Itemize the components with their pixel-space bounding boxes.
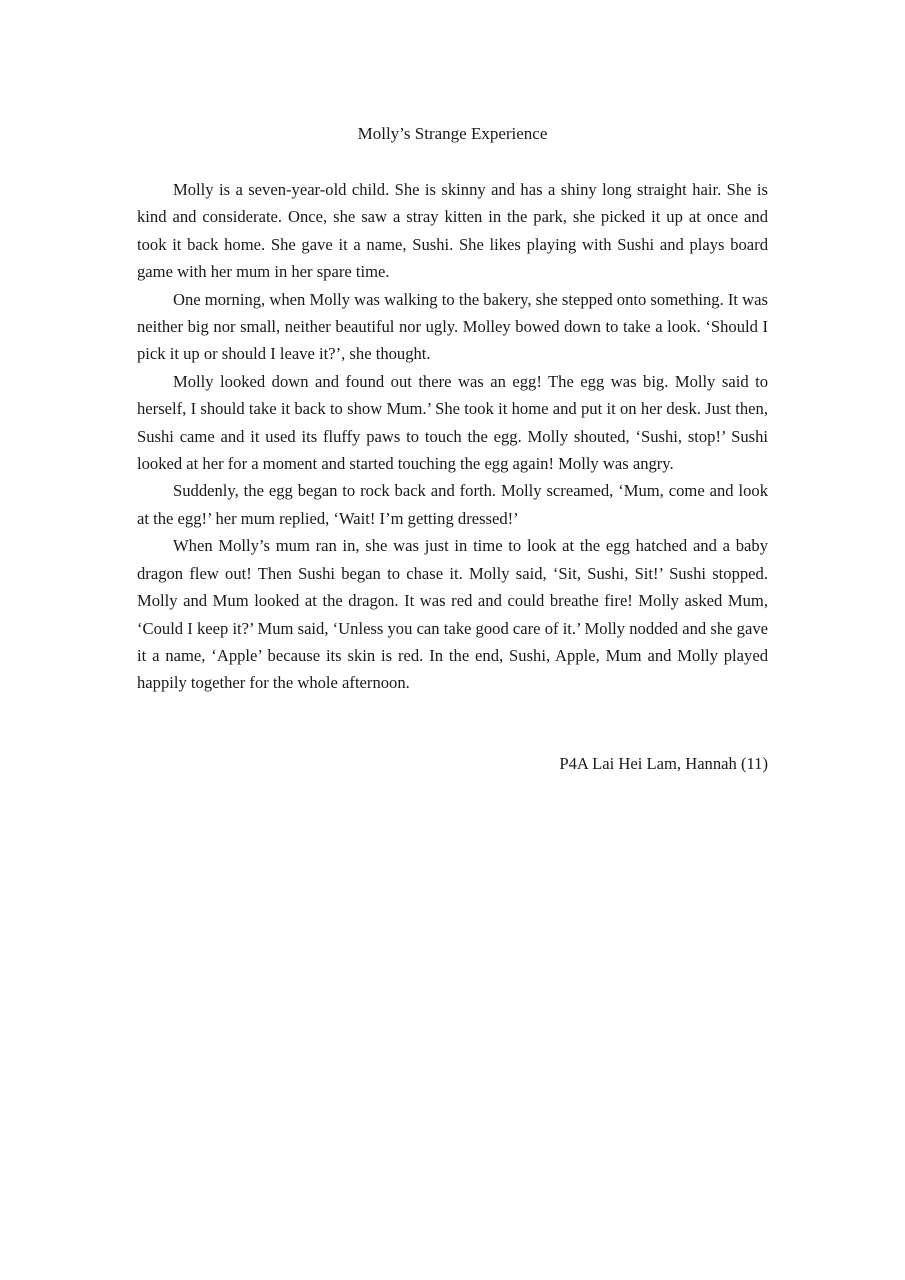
- paragraph-2: One morning, when Molly was walking to the bakery, she stepped onto something. It was neither big nor small, neither beautiful nor ugly. Molley bowed down to take a look. ‘Should I pick it up or should I leave it?’, she thought.: [137, 289, 768, 364]
- story-body: [137, 176, 768, 697]
- paragraph-3: Molly looked down and found out there was an egg! The egg was big. Molly said to herself, I should take it back to show Mum.’ She took it home and put it on her desk. Just then, Sushi came and it used its fluffy paws to touch the egg. Molly shouted, ‘Sushi, stop!’ Sushi looked at her for a moment and started touching the egg again! Molly was angry.: [137, 371, 768, 474]
- author-signature: P4A Lai Hei Lam, Hannah (11): [559, 754, 768, 773]
- paragraph-4: Suddenly, the egg began to rock back and forth. Molly screamed, ‘Mum, come and look at the egg!’ her mum replied, ‘Wait! I’m getting dressed!’: [137, 481, 768, 528]
- document-title: Molly’s Strange Experience: [357, 124, 548, 143]
- paragraph-5: When Molly’s mum ran in, she was just in time to look at the egg hatched and a baby dragon flew out! Then Sushi began to chase it. Molly said, ‘Sit, Sushi, Sit!’ Sushi stopped. Molly and Mum looked at the dragon. It was red and could breathe fire! Molly asked Mum, ‘Could I keep it?’ Mum said, ‘Unless you can take good care of it.’ Molly nodded and she gave it a name, ‘Apple’ because its skin is red. In the end, Sushi, Apple, Mum and Molly played happily together for the whole afternoon.: [137, 536, 768, 693]
- paragraph-1: Molly is a seven-year-old child. She is skinny and has a shiny long straight hair. She is kind and considerate. Once, she saw a stray kitten in the park, she picked it up at once and took it back home. She gave it a name, Sushi. She likes playing with Sushi and plays board game with her mum in her spare time.: [137, 180, 768, 282]
